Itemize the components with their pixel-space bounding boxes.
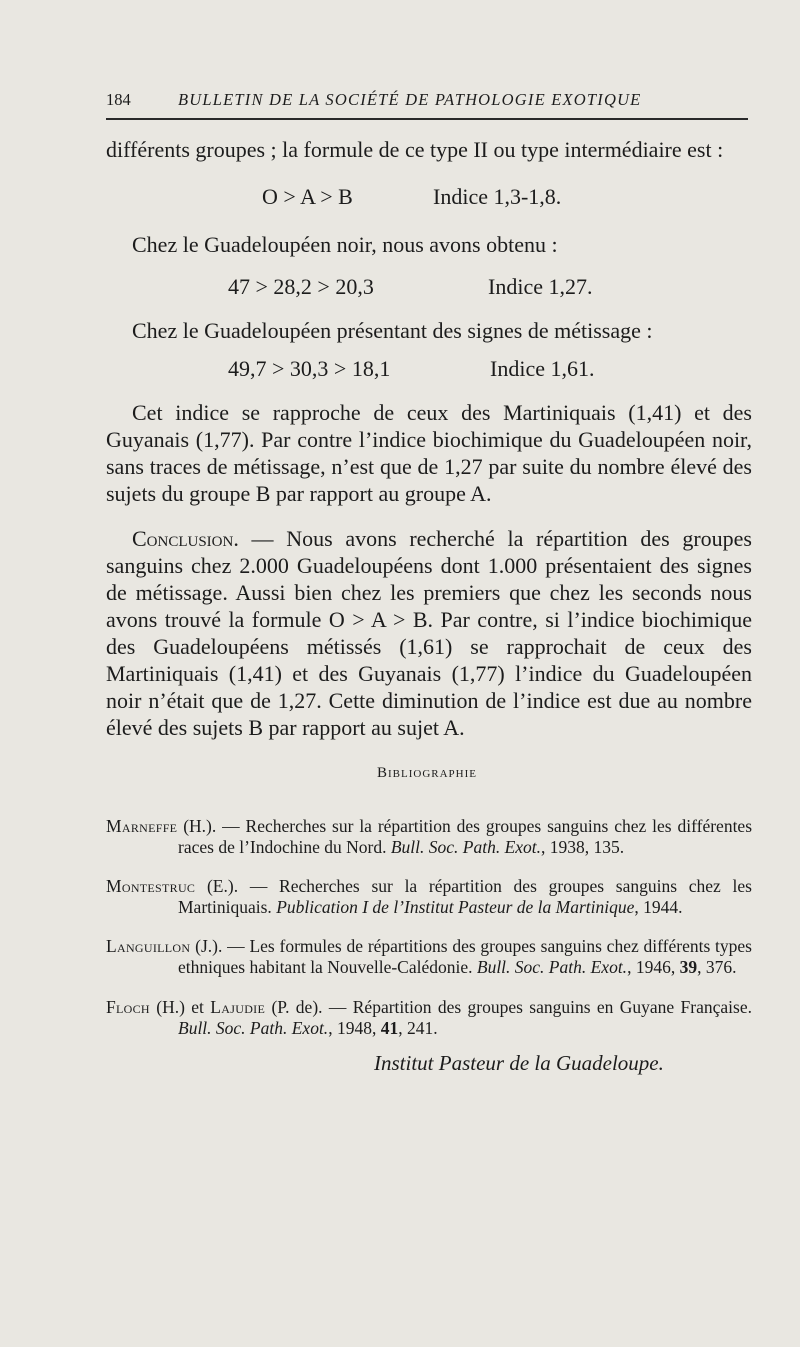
paragraph-conclusion (106, 525, 752, 741)
reference-volume: 39 (679, 957, 698, 977)
paragraph-indice-comparison: Cet indice se rapproche de ceux des Martiniquais (1,41) et des Guyanais (1,77). Par contre l’indice biochimique du Guadeloupéen noir, sans traces de métissage, n’est que de 1,27 par suite du nombre élevé des sujets du groupe B par rapport au groupe A. (106, 400, 752, 506)
formula-noir (228, 274, 648, 302)
formula-index: Indice 1,27. (488, 274, 593, 299)
formula-type-ii (262, 184, 662, 212)
conclusion-text: — Nous avons recherché la répartition des groupes sanguins chez 2.000 Guadeloupéens dont 1.000 présentaient des signes de métissage. Aussi bien chez les premiers que chez les seconds nous avons trouvé la formule O > A > B. Par contre, si l’indice biochimique des Guadeloupéens métissés (1,61) se rapprochait de ceux des Martiniquais (1,41) et des Guyanais (1,77) l’indice du Guadeloupéen noir n’était que de 1,27. Cette diminution de l’indice est due au nombre élevé des sujets B par rapport au sujet A. (106, 526, 752, 740)
formula-expression: O > A > B (262, 184, 353, 209)
formula-index: Indice 1,61. (490, 356, 595, 381)
page-header (106, 90, 746, 116)
running-title: BULLETIN DE LA SOCIÉTÉ DE PATHOLOGIE EXOTIQUE (178, 90, 642, 109)
bibliography-heading: Bibliographie (377, 765, 477, 781)
reference-volume: 41 (380, 1018, 399, 1038)
formula-expression: 49,7 > 30,3 > 18,1 (228, 356, 391, 381)
reference-item: Marneffe (H.). — Recherches sur la répartition des groupes sanguins chez les différentes races de l’Indochine du Nord. Bull. Soc. Path. Exot., 1938, 135. (106, 816, 753, 857)
reference-author: Montestruc (106, 876, 196, 896)
reference-coauthor: Lajudie (210, 997, 266, 1017)
page-number: 184 (106, 90, 131, 109)
paragraph-continuation: différents groupes ; la formule de ce type II ou type intermédiaire est : (106, 137, 724, 162)
reference-source: Bull. Soc. Path. Exot. (178, 1018, 329, 1038)
paragraph-metissage: Chez le Guadeloupéen présentant des signes de métissage : (132, 318, 653, 343)
reference-source: Publication I de l’Institut Pasteur de la Martinique (276, 897, 635, 917)
reference-item: Montestruc (E.). — Recherches sur la répartition des groupes sanguins chez les Martiniquais. Publication I de l’Institut Pasteur de la Martinique, 1944. (106, 876, 752, 917)
reference-author: Floch (106, 997, 150, 1017)
reference-source: Bull. Soc. Path. Exot. (390, 837, 542, 857)
reference-item: Floch (H.) et Lajudie (P. de). — Répartition des groupes sanguins en Guyane Française. Bull. Soc. Path. Exot., 1948, 41, 241. (106, 997, 752, 1038)
reference-item: Languillon (J.). — Les formules de répartitions des groupes sanguins chez différents types ethniques habitant la Nouvelle-Calédonie. Bull. Soc. Path. Exot., 1946, 39, 376. (106, 936, 752, 977)
reference-author: Languillon (106, 936, 191, 956)
header-rule (106, 118, 748, 120)
formula-expression: 47 > 28,2 > 20,3 (228, 274, 374, 299)
formula-metis (228, 356, 648, 384)
institution-signature: Institut Pasteur de la Guadeloupe. (374, 1051, 664, 1075)
conclusion-label: Conclusion. (132, 526, 239, 551)
reference-author: Marneffe (106, 816, 178, 836)
formula-index: Indice 1,3-1,8. (433, 184, 562, 209)
paragraph-guadeloupeen-noir: Chez le Guadeloupéen noir, nous avons obtenu : (132, 232, 558, 257)
reference-source: Bull. Soc. Path. Exot. (476, 957, 628, 977)
